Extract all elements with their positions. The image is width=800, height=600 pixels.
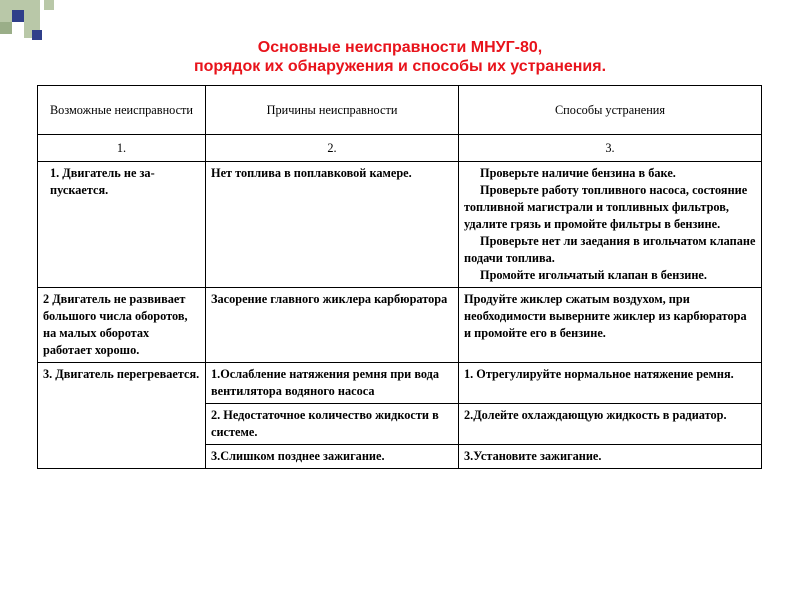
column-number-3: 3. <box>459 135 762 162</box>
table-number-row <box>38 135 762 162</box>
column-number-1: 1. <box>38 135 206 162</box>
row3-cause-2: 2. Недостаточное количество жидкости в системе. <box>206 404 459 445</box>
row1-remedy-3: Проверьте нет ли заедания в игольчатом клапане подачи топлива. <box>464 234 756 265</box>
header-faults: Возможные неисправности <box>38 86 206 135</box>
row3-remedy-3: 3.Установите зажигание. <box>459 445 762 469</box>
faults-table <box>37 85 762 469</box>
row3-cause-1: 1.Ослабление натяжения ремня при вода вентилятора водяного насоса <box>206 363 459 404</box>
header-causes: Причины неисправности <box>206 86 459 135</box>
row3-cause-3: 3.Слишком позднее зажигание. <box>206 445 459 469</box>
row2-remedy: Продуйте жиклер сжатым воздухом, при необходимости выверните жиклер из карбюратора и промойте его в бензине. <box>459 288 762 363</box>
table-row <box>38 288 762 363</box>
title-line-1: Основные неисправности МНУГ-80, <box>257 39 543 56</box>
row1-remedy-1: Проверьте наличие бензина в баке. <box>480 166 676 180</box>
column-number-2: 2. <box>206 135 459 162</box>
row2-cause: Засорение главного жиклера карбюратора <box>206 288 459 363</box>
row3-fault: 3. Двигатель перегревается. <box>38 363 206 469</box>
row1-remedies <box>459 162 762 288</box>
row1-fault: 1. Двигатель не за-пускается. <box>38 162 206 288</box>
table-header-row <box>38 86 762 135</box>
slide-title <box>0 38 800 76</box>
table-row <box>38 363 762 404</box>
row1-remedy-4: Промойте игольчатый клапан в бензине. <box>480 268 707 282</box>
row3-remedy-1: 1. Отрегулируйте нормальное натяжение ремня. <box>459 363 762 404</box>
header-remedies: Способы устранения <box>459 86 762 135</box>
row1-cause: Нет топлива в поплавковой камере. <box>206 162 459 288</box>
table-row <box>38 162 762 288</box>
row1-remedy-2: Проверьте работу топливного насоса, состояние топливной магистрали и топливных фильтров, удалите грязь и промойте фильтры в бензине. <box>464 183 748 231</box>
title-line-2: порядок их обнаружения и способы их устранения. <box>193 58 607 75</box>
row2-fault: 2 Двигатель не развивает большого числа оборотов, на малых оборотах работает хорошо. <box>38 288 206 363</box>
row3-remedy-2: 2.Долейте охлаждающую жидкость в радиатор. <box>459 404 762 445</box>
